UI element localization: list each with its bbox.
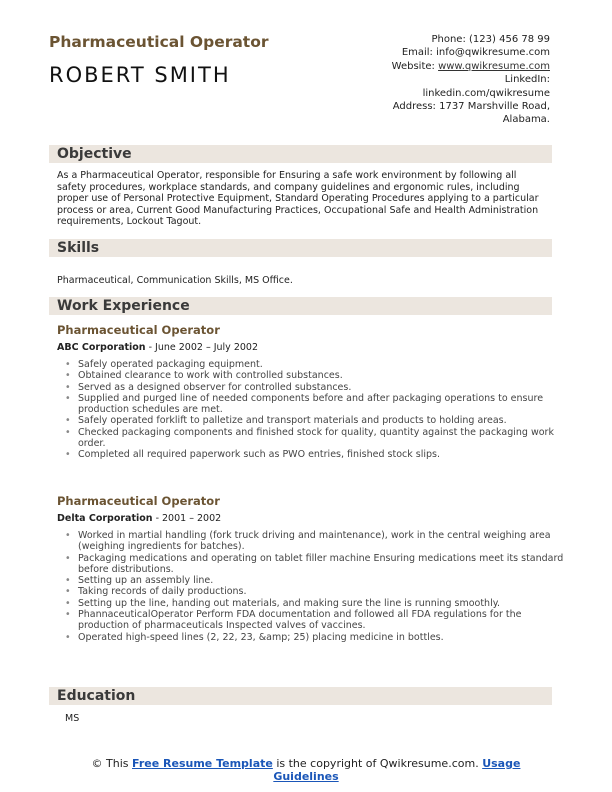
address-line2: Alabama. (502, 114, 550, 126)
experience-heading: Work Experience (49, 297, 552, 315)
list-item: • Setting up an assembly line. (78, 575, 570, 586)
list-item: • Obtained clearance to work with controlled substances. (78, 370, 570, 381)
contact-phone (310, 33, 550, 46)
job-2-dates: - 2001 – 2002 (152, 513, 222, 524)
list-item: • Operated high-speed lines (2, 22, 23, &amp; 25) placing medicine in bottles. (78, 632, 570, 643)
linkedin-label: LinkedIn: (504, 74, 550, 86)
job-1-dates: - June 2002 – July 2002 (145, 342, 259, 353)
job-1-title: Pharmaceutical Operator (57, 323, 220, 337)
email-value: info@qwikresume.com (436, 47, 550, 59)
address-line1: 1737 Marshville Road, (439, 101, 550, 113)
list-item: • Completed all required paperwork such as PWO entries, finished stock slips. (78, 449, 570, 460)
list-item: • Packaging medications and operating on tablet filler machine Ensuring medications meet its standard before distributions. (78, 553, 570, 576)
list-item: • Checked packaging components and finished stock for quality, quantity against the packaging work order. (78, 427, 570, 450)
contact-block (310, 33, 550, 127)
address-label: Address: (392, 101, 436, 113)
website-link[interactable]: www.qwikresume.com (438, 60, 550, 72)
email-label: Email: (401, 47, 433, 59)
job-1-company-line (57, 342, 258, 353)
objective-heading: Objective (49, 145, 552, 163)
candidate-name: ROBERT SMITH (49, 63, 231, 87)
list-item: • Supplied and purged line of needed components before and after packaging operations to ensure production schedules are met. (78, 393, 570, 416)
job-2-bullets (57, 530, 570, 643)
job-2-company-line (57, 513, 221, 524)
list-item: • Safely operated forklift to palletize and transport materials and products to holding areas. (78, 415, 570, 426)
list-item: • Safely operated packaging equipment. (78, 359, 570, 370)
footer-copyright (80, 757, 532, 783)
job-2-title: Pharmaceutical Operator (57, 494, 220, 508)
list-item: • Served as a designed observer for controlled substances. (78, 382, 570, 393)
objective-text: As a Pharmaceutical Operator, responsible for Ensuring a safe work environment by following all safety procedures, workplace standards, and company guidelines and ergonomic rules, including proper use of Personal Protective Equipment, Standard Operating Procedures applying to a particular process or area, Current Good Manufacturing Practices, Occupational Safe and Health Administration requirements, Lockout Tagout. (57, 170, 539, 228)
list-item: • Worked in martial handling (fork truck driving and maintenance), work in the central weighing area (weighing ingredients for batches). (78, 530, 570, 553)
list-item: • Setting up the line, handing out materials, and making sure the line is running smoothly. (78, 598, 570, 609)
skills-heading: Skills (49, 239, 552, 257)
job-2-company: Delta Corporation (57, 513, 153, 524)
footer-prefix: © This (91, 757, 133, 770)
footer-middle: is the copyright of Qwikresume.com. (272, 757, 483, 770)
list-item: • PhannaceuticalOperator Perform FDA documentation and followed all FDA regulations for the production of pharmaceuticals Inspected valves of vaccines. (78, 609, 570, 632)
linkedin-value: linkedin.com/qwikresume (422, 87, 550, 99)
contact-email (310, 46, 550, 59)
list-item: • Taking records of daily productions. (78, 586, 570, 597)
contact-address (310, 100, 550, 113)
usage-guidelines-link[interactable]: Usage Guidelines (273, 757, 521, 783)
education-heading: Education (49, 687, 552, 705)
free-resume-template-link[interactable]: Free Resume Template (132, 757, 273, 770)
job-1-company: ABC Corporation (57, 342, 146, 353)
header-job-title: Pharmaceutical Operator (49, 33, 269, 51)
education-text: MS (65, 713, 80, 724)
phone-label: Phone: (431, 34, 466, 45)
website-label: Website: (391, 60, 435, 72)
phone-value: (123) 456 78 99 (469, 34, 550, 45)
job-1-bullets (57, 359, 570, 461)
contact-website (310, 60, 550, 73)
skills-text: Pharmaceutical, Communication Skills, MS Office. (57, 275, 293, 286)
